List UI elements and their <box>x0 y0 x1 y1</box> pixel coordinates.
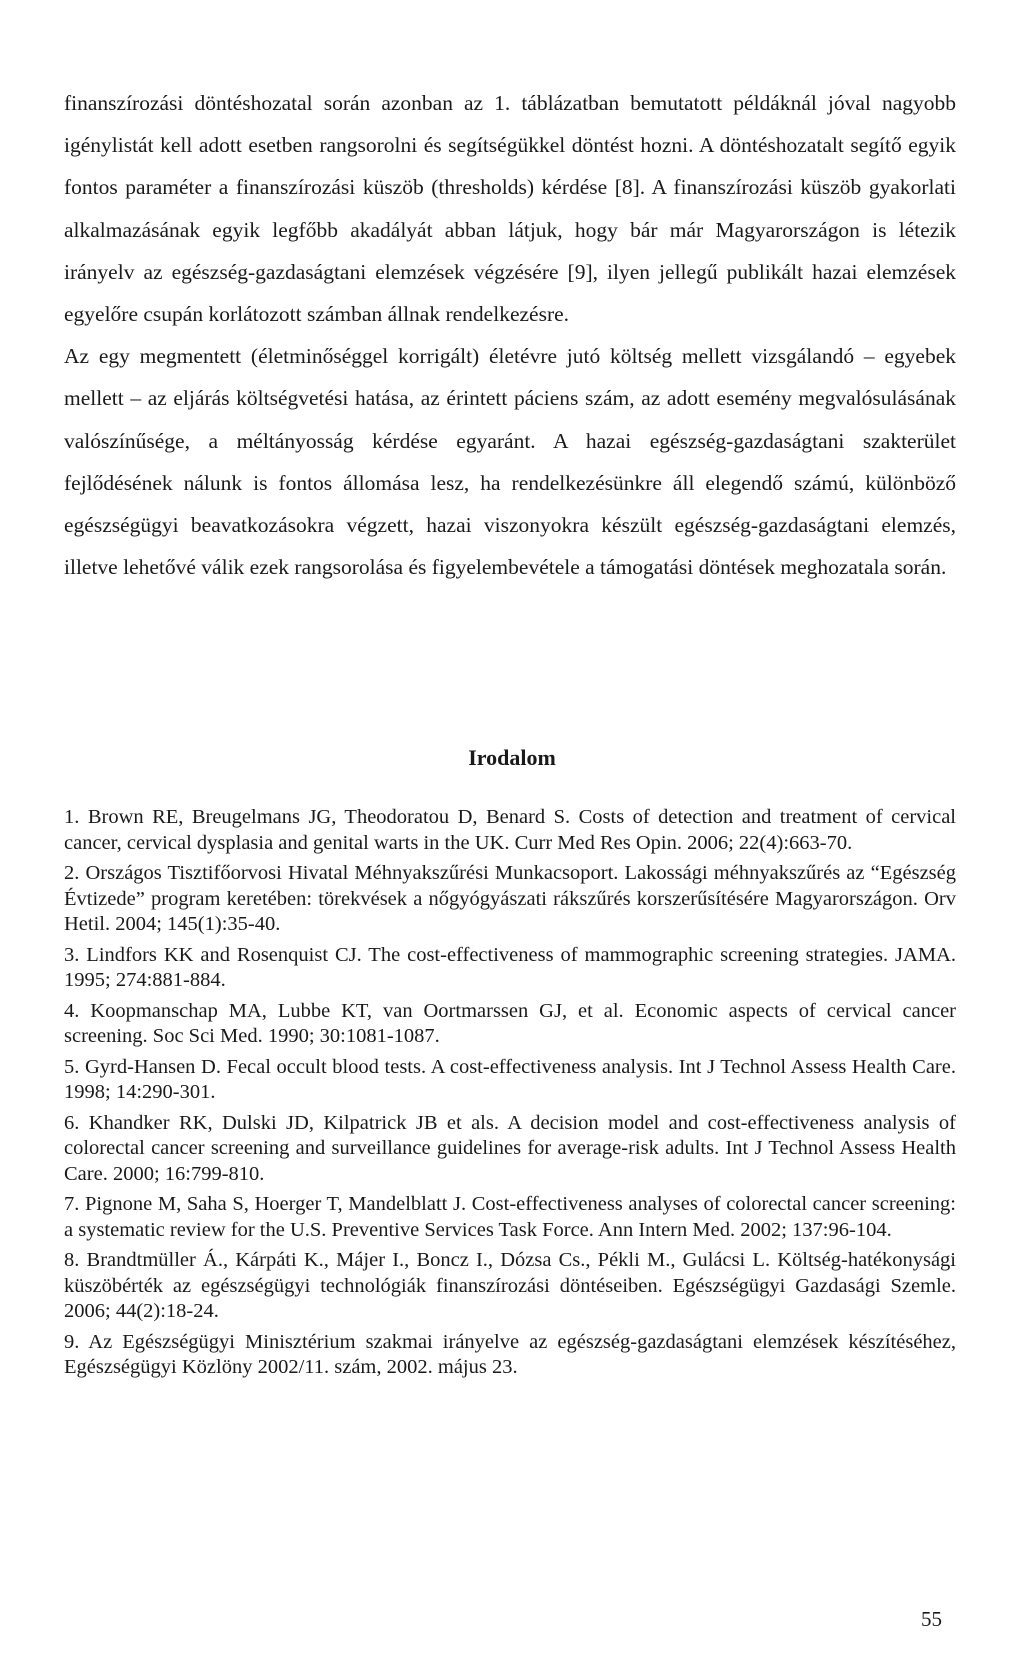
reference-item: 9. Az Egészségügyi Minisztérium szakmai irányelve az egészség-gazdaságtani elemzések készítéséhez, Egészségügyi Közlöny 2002/11. szám, 2002. május 23. <box>64 1330 956 1378</box>
reference-item: 2. Országos Tisztifőorvosi Hivatal Méhnyakszűrési Munkacsoport. Lakossági méhnyakszűrés az “Egészség Évtizede” program keretében: törekvések a nőgyógyászati rákszűrés korszerűsítésére Magyarországon. Orv Hetil. 2004; 145(1):35-40. <box>64 862 956 935</box>
reference-item: 3. Lindfors KK and Rosenquist CJ. The cost-effectiveness of mammographic screening strategies. JAMA. 1995; 274:881-884. <box>64 943 956 991</box>
paragraph: Az egy megmentett (életminőséggel korrigált) életévre jutó költség mellett vizsgálandó – egyebek mellett – az eljárás költségvetési hatása, az érintett páciens szám, az adott esemény megvalósulásának valószínűsége, a méltányosság kérdése egyaránt. A hazai egészség-gazdaságtani szakterület fejlődésének nálunk is fontos állomása lesz, ha rendelkezésünkre áll elegendő számú, különböző egészségügyi beavatkozásokra végzett, hazai viszonyokra készült egészség-gazdaságtani elemzés, illetve lehetővé válik ezek rangsorolása és figyelembevétele a támogatási döntések meghozatala során. <box>64 344 956 580</box>
reference-list <box>64 805 956 1386</box>
reference-item: 5. Gyrd-Hansen D. Fecal occult blood tests. A cost-effectiveness analysis. Int J Technol Assess Health Care. 1998; 14:290-301. <box>64 1055 956 1103</box>
paragraph: finanszírozási döntéshozatal során azonban az 1. táblázatban bemutatott példáknál jóval nagyobb igénylistát kell adott esetben rangsorolni és segítségükkel döntést hozni. A döntéshozatalt segítő egyik fontos paraméter a finanszírozási küszöb (thresholds) kérdése [8]. A finanszírozási küszöb gyakorlati alkalmazásának egyik legfőbb akadályát abban látjuk, hogy bár már Magyarországon is létezik irányelv az egészség-gazdaságtani elemzések végzésére [9], ilyen jellegű publikált hazai elemzések egyelőre csupán korlátozott számban állnak rendelkezésre. <box>64 91 956 327</box>
page-number: 55 <box>921 1607 942 1631</box>
reference-item: 7. Pignone M, Saha S, Hoerger T, Mandelblatt J. Cost-effectiveness analyses of colorectal cancer screening: a systematic review for the U.S. Preventive Services Task Force. Ann Intern Med. 2002; 137:96-104. <box>64 1193 956 1241</box>
body-text <box>64 82 956 588</box>
reference-item: 4. Koopmanschap MA, Lubbe KT, van Oortmarssen GJ, et al. Economic aspects of cervical cancer screening. Soc Sci Med. 1990; 30:1081-1087. <box>64 999 956 1047</box>
reference-item: 1. Brown RE, Breugelmans JG, Theodoratou D, Benard S. Costs of detection and treatment of cervical cancer, cervical dysplasia and genital warts in the UK. Curr Med Res Opin. 2006; 22(4):663-70. <box>64 806 956 854</box>
reference-item: 8. Brandtmüller Á., Kárpáti K., Májer I., Boncz I., Dózsa Cs., Pékli M., Gulácsi L. Költség-hatékonysági küszöbérték az egészségügyi technológiák finanszírozási döntéseiben. Egészségügyi Gazdasági Szemle. 2006; 44(2):18-24. <box>64 1249 956 1322</box>
reference-item: 6. Khandker RK, Dulski JD, Kilpatrick JB et als. A decision model and cost-effectiveness analysis of colorectal cancer screening and surveillance guidelines for average-risk adults. Int J Technol Assess Health Care. 2000; 16:799-810. <box>64 1111 956 1185</box>
references-heading: Irodalom <box>468 745 556 770</box>
